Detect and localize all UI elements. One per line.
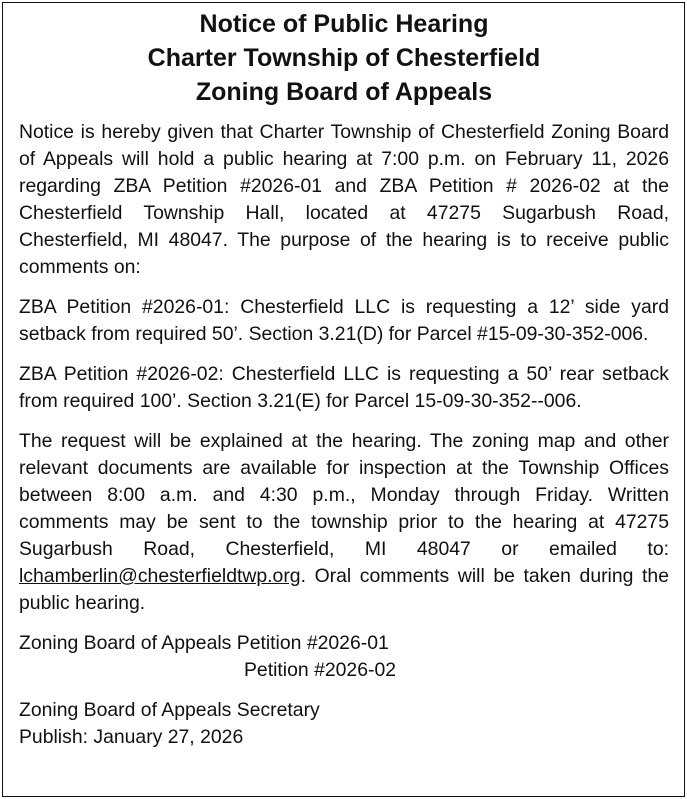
petition-2-line: Petition #2026-02 bbox=[244, 659, 397, 681]
notice-frame bbox=[2, 2, 685, 797]
notice-title-line2: Charter Township of Chesterfield bbox=[147, 44, 541, 72]
request-text-after-email: . Oral comments will be taken during the public hearing. bbox=[19, 565, 669, 614]
email-link[interactable]: lchamberlin@chesterfieldtwp.org bbox=[19, 565, 301, 587]
secretary-line: Zoning Board of Appeals Secretary bbox=[19, 699, 320, 721]
notice-title-line1: Notice of Public Hearing bbox=[199, 10, 489, 38]
petition-1-paragraph: ZBA Petition #2026-01: Chesterfield LLC is requesting a 12’ side yard setback from required 50’. Section 3.21(D) for Parcel #15-09-30-352-006. bbox=[19, 296, 669, 345]
intro-paragraph: Notice is hereby given that Charter Township of Chesterfield Zoning Board of Appeals will hold a public hearing at 7:00 p.m. on February 11, 2026 regarding ZBA Petition #2026-01 and ZBA Petition # 2026-02 at the Chesterfield Township Hall, located at 47275 Sugarbush Road, Chesterfield, MI 48047. The purpose of the hearing is to receive public comments on: bbox=[19, 121, 669, 278]
request-text-before-email: The request will be explained at the hearing. The zoning map and other relevant documents are available for inspection at the Township Offices between 8:00 a.m. and 4:30 p.m., Monday through Friday. Written comments may be sent to the township prior to the hearing at 47275 Sugarbush Road, Chesterfield, MI 48047 or emailed to: bbox=[19, 430, 669, 560]
notice-title-line3: Zoning Board of Appeals bbox=[195, 78, 493, 106]
request-paragraph bbox=[19, 428, 669, 617]
publish-date-line: Publish: January 27, 2026 bbox=[19, 726, 244, 748]
petition-2-paragraph: ZBA Petition #2026-02: Chesterfield LLC is requesting a 50’ rear setback from required 100’. Section 3.21(E) for Parcel 15-09-30-352--006. bbox=[19, 363, 669, 412]
board-petition-line: Zoning Board of Appeals Petition #2026-01 bbox=[19, 632, 389, 654]
